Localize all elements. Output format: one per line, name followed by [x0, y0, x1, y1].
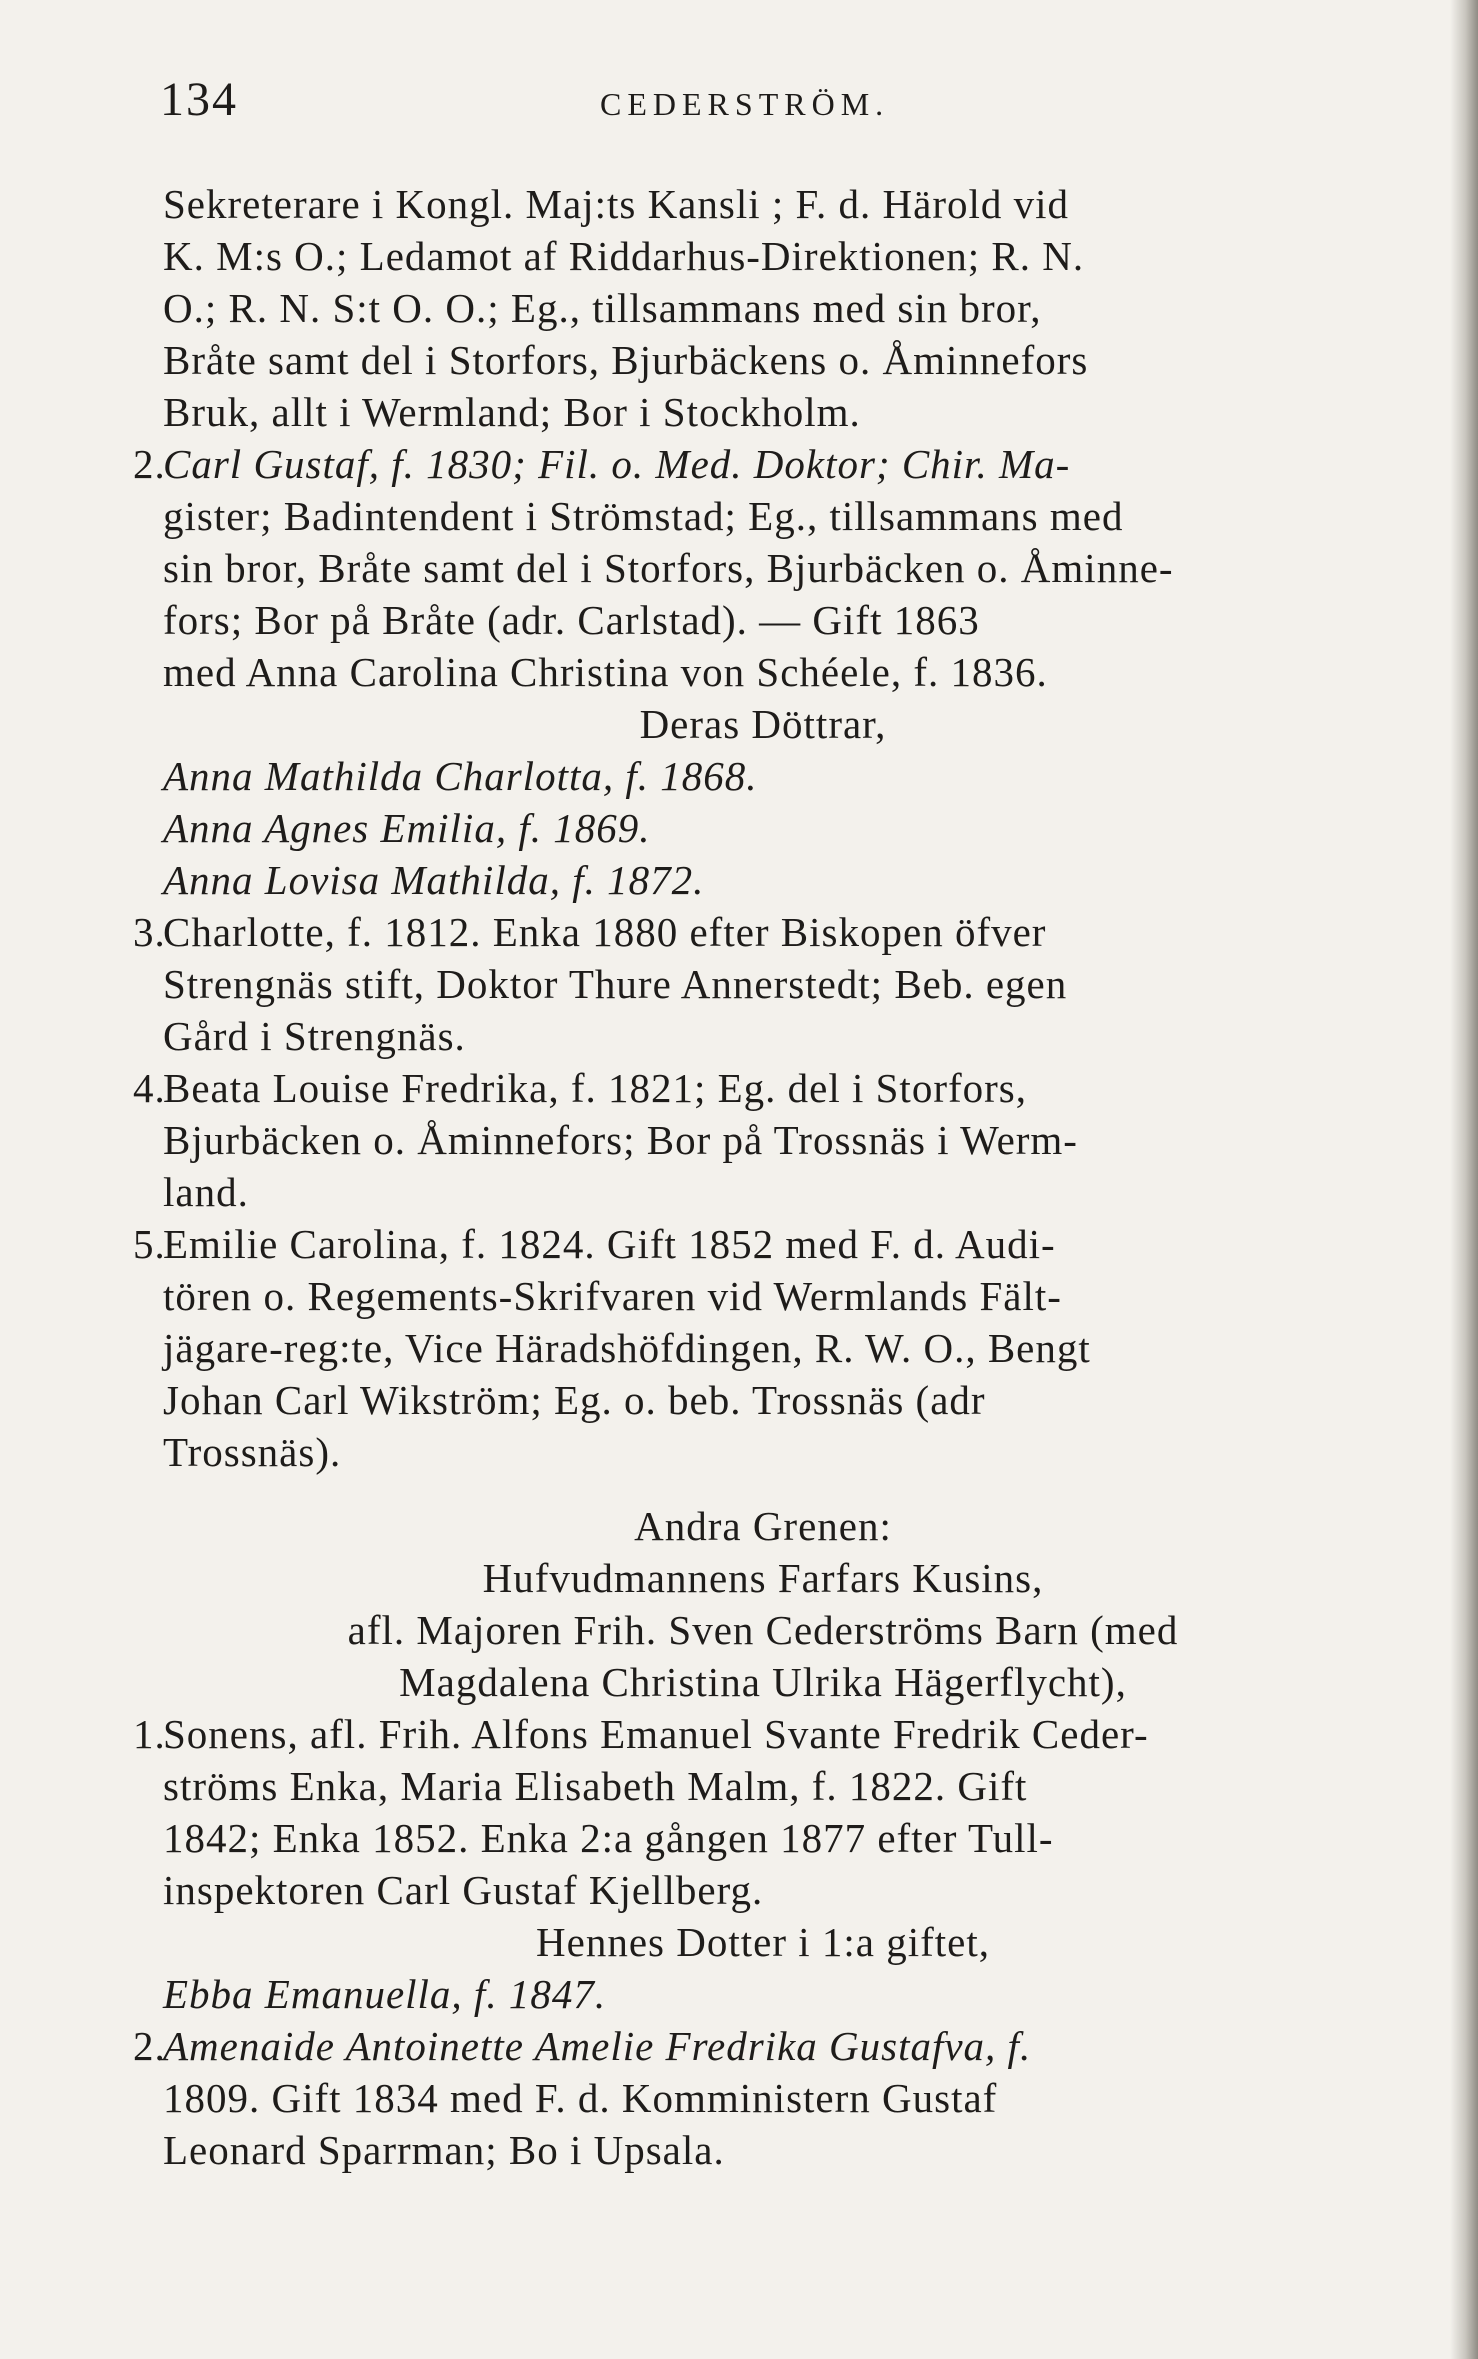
entry-line: [133, 1218, 1363, 1270]
text-line: Amenaide Antoinette Amelie Fredrika Gustafva, f.: [163, 2023, 1032, 2069]
entry-line: [133, 2020, 1363, 2072]
page-edge-shadow: [1450, 0, 1478, 2359]
text-line: Beata Louise Fredrika, f. 1821; Eg. del i Storfors,: [163, 1065, 1027, 1111]
page-header: [160, 72, 1360, 142]
text-line: gister; Badintendent i Strömstad; Eg., tillsammans med: [163, 493, 1124, 539]
entry-number: 1.: [133, 1711, 166, 1757]
text-line: Anna Mathilda Charlotta, f. 1868.: [163, 753, 758, 799]
text-line: Sonens, afl. Frih. Alfons Emanuel Svante Fredrik Ceder-: [163, 1711, 1149, 1757]
entry-number: 2.: [133, 2023, 166, 2069]
text-line: Carl Gustaf, f. 1830; Fil. o. Med. Doktor; Chir. Ma-: [163, 441, 1071, 487]
text-line: Anna Agnes Emilia, f. 1869.: [163, 805, 651, 851]
entry-line: [133, 438, 1363, 490]
text-line: Leonard Sparrman; Bo i Upsala.: [163, 2127, 725, 2173]
text-line: Bruk, allt i Wermland; Bor i Stockholm.: [163, 389, 861, 435]
page-number: 134: [160, 73, 238, 126]
text-line: sin bror, Bråte samt del i Storfors, Bjurbäcken o. Åminne-: [163, 545, 1174, 591]
text-line: Sekreterare i Kongl. Maj:ts Kansli ; F. d. Härold vid: [163, 181, 1070, 227]
entry-number: 2.: [133, 441, 166, 487]
text-line: Gård i Strengnäs.: [163, 1013, 466, 1059]
text-line: 1809. Gift 1834 med F. d. Komministern Gustaf: [163, 2075, 998, 2121]
entry-number: 5.: [133, 1221, 166, 1267]
text-line: tören o. Regements-Skrifvaren vid Wermlands Fält-: [163, 1273, 1062, 1319]
text-line: med Anna Carolina Christina von Schéele, f. 1836.: [163, 649, 1048, 695]
section-heading: Deras Döttrar,: [639, 701, 887, 747]
entry-number: 4.: [133, 1065, 166, 1111]
text-line: Charlotte, f. 1812. Enka 1880 efter Biskopen öfver: [163, 909, 1047, 955]
text-line: Emilie Carolina, f. 1824. Gift 1852 med F. d. Audi-: [163, 1221, 1056, 1267]
text-line: jägare-reg:te, Vice Häradshöfdingen, R. W. O., Bengt: [163, 1325, 1091, 1371]
text-line: ströms Enka, Maria Elisabeth Malm, f. 1822. Gift: [163, 1763, 1028, 1809]
text-line: O.; R. N. S:t O. O.; Eg., tillsammans med sin bror,: [163, 285, 1042, 331]
section-subheading: Magdalena Christina Ulrika Hägerflycht),: [399, 1659, 1127, 1705]
text-line: Anna Lovisa Mathilda, f. 1872.: [163, 857, 705, 903]
text-line: Bråte samt del i Storfors, Bjurbäckens o. Åminnefors: [163, 337, 1089, 383]
text-line: Ebba Emanuella, f. 1847.: [163, 1971, 607, 2017]
section-subheading: afl. Majoren Frih. Sven Cederströms Barn (med: [347, 1607, 1179, 1653]
entry-line: [133, 906, 1363, 958]
text-line: Johan Carl Wikström; Eg. o. beb. Trossnäs (adr: [163, 1377, 986, 1423]
entry-line: [133, 1708, 1363, 1760]
running-title: CEDERSTRÖM.: [600, 86, 890, 122]
text-line: Bjurbäcken o. Åminnefors; Bor på Trossnäs i Werm-: [163, 1117, 1078, 1163]
text-line: Trossnäs).: [163, 1429, 342, 1475]
section-heading: Andra Grenen:: [634, 1503, 892, 1549]
section-subheading: Hennes Dotter i 1:a giftet,: [536, 1919, 990, 1965]
text-line: 1842; Enka 1852. Enka 2:a gången 1877 efter Tull-: [163, 1815, 1054, 1861]
entry-line: [133, 1062, 1363, 1114]
section-subheading: Hufvudmannens Farfars Kusins,: [482, 1555, 1044, 1601]
text-line: land.: [163, 1169, 249, 1215]
text-line: K. M:s O.; Ledamot af Riddarhus-Direktionen; R. N.: [163, 233, 1085, 279]
text-line: Strengnäs stift, Doktor Thure Annerstedt; Beb. egen: [163, 961, 1068, 1007]
text-line: inspektoren Carl Gustaf Kjellberg.: [163, 1867, 764, 1913]
text-line: fors; Bor på Bråte (adr. Carlstad). — Gift 1863: [163, 597, 980, 643]
entry-number: 3.: [133, 909, 166, 955]
